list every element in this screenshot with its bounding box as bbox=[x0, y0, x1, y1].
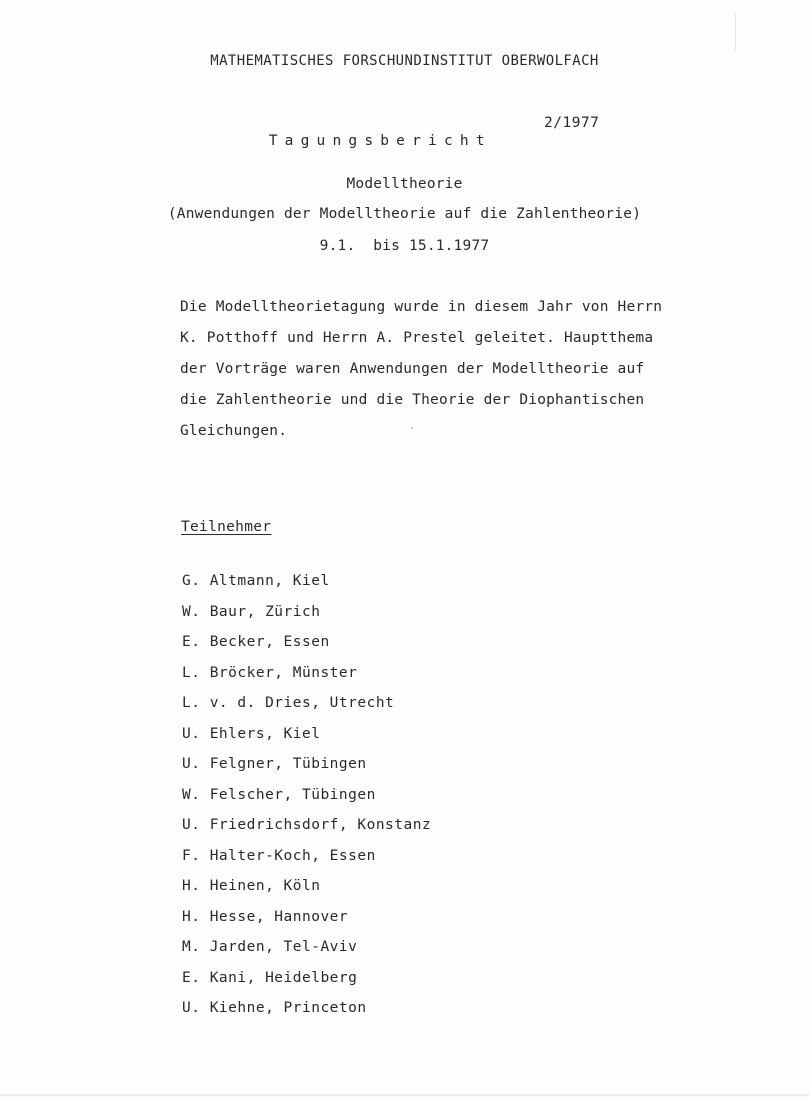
conference-subtitle: (Anwendungen der Modelltheorie auf die Zahlentheorie) bbox=[167, 206, 642, 222]
participant-entry: U. Ehlers, Kiel bbox=[182, 725, 321, 742]
conference-title: Modelltheorie bbox=[346, 176, 463, 192]
report-word: Tagungsbericht bbox=[268, 133, 492, 149]
participant-entry: U. Felgner, Tübingen bbox=[182, 756, 367, 772]
participant-entry: H. Hesse, Hannover bbox=[182, 908, 349, 925]
participant-entry: L. v. d. Dries, Utrecht bbox=[182, 695, 395, 711]
participant-entry: W. Baur, Zürich bbox=[182, 603, 321, 620]
intro-line: der Vorträge waren Anwendungen der Modelltheorie auf bbox=[180, 361, 645, 377]
participant-entry: G. Altmann, Kiel bbox=[182, 573, 330, 589]
participant-entry: W. Felscher, Tübingen bbox=[182, 786, 376, 803]
participant-entry: E. Kani, Heidelberg bbox=[182, 969, 358, 986]
participant-entry: F. Halter-Koch, Essen bbox=[182, 847, 376, 864]
conference-dates: 9.1. bis 15.1.1977 bbox=[319, 238, 490, 254]
participant-entry: H. Heinen, Köln bbox=[182, 878, 321, 894]
participant-entry: U. Friedrichsdorf, Konstanz bbox=[182, 817, 432, 833]
intro-line: Gleichungen. bbox=[180, 423, 288, 439]
scan-edge-mark bbox=[735, 14, 736, 50]
intro-line: die Zahlentheorie und die Theorie der Diophantischen bbox=[180, 392, 645, 408]
intro-line: K. Potthoff und Herrn A. Prestel geleitet. Hauptthema bbox=[180, 330, 654, 346]
participant-entry: L. Bröcker, Münster bbox=[182, 664, 358, 681]
participant-entry: M. Jarden, Tel-Aviv bbox=[182, 939, 358, 955]
institute-name: MATHEMATISCHES FORSCHUNDINSTITUT OBERWOLFACH bbox=[210, 53, 599, 69]
scan-bottom-edge bbox=[0, 1094, 809, 1096]
participant-entry: E. Becker, Essen bbox=[182, 634, 330, 650]
participant-entry: U. Kiehne, Princeton bbox=[182, 1000, 367, 1016]
intro-paragraph bbox=[180, 296, 740, 451]
intro-line: Die Modelltheorietagung wurde in diesem Jahr von Herrn bbox=[180, 299, 663, 315]
scan-speck bbox=[411, 427, 413, 429]
participants-heading: Teilnehmer bbox=[181, 519, 272, 535]
participants-list bbox=[182, 572, 431, 1030]
report-number: 2/1977 bbox=[544, 115, 600, 131]
